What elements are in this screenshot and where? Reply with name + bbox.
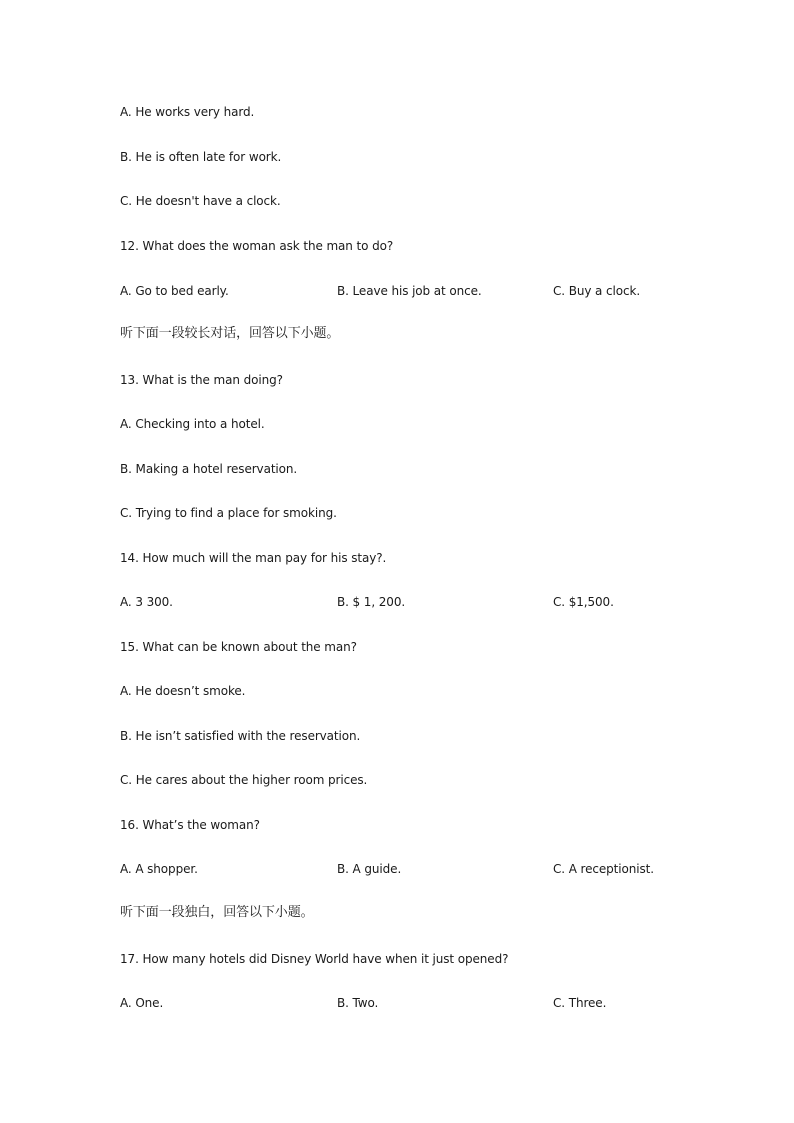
q15-option-c: C. He cares about the higher room prices. [120, 773, 368, 787]
q15-option-a: A. He doesn’t smoke. [120, 684, 246, 698]
q17-question: 17. How many hotels did Disney World have when it just opened? [120, 952, 509, 966]
q13-option-c: C. Trying to find a place for smoking. [120, 506, 337, 520]
q16-option-b: B. A guide. [337, 862, 402, 876]
q16-options [120, 862, 720, 876]
q11-option-c: C. He doesn't have a clock. [120, 194, 281, 208]
q14-options [120, 595, 720, 609]
q16-option-c: C. A receptionist. [553, 862, 654, 876]
section-heading-long-dialog: 听下面一段较长对话，回答以下小题。 [120, 326, 340, 341]
q11-option-b: B. He is often late for work. [120, 150, 282, 164]
q16-question: 16. What’s the woman? [120, 818, 260, 832]
q17-options [120, 996, 720, 1010]
q12-options [120, 284, 720, 298]
q17-option-b: B. Two. [337, 996, 379, 1010]
q12-question: 12. What does the woman ask the man to do? [120, 239, 394, 253]
q15-option-b: B. He isn’t satisfied with the reservation. [120, 729, 361, 743]
q16-option-a: A. A shopper. [120, 862, 198, 876]
q11-option-a: A. He works very hard. [120, 105, 255, 119]
q12-option-b: B. Leave his job at once. [337, 284, 482, 298]
q12-option-c: C. Buy a clock. [553, 284, 641, 298]
q13-question: 13. What is the man doing? [120, 373, 283, 387]
q15-question: 15. What can be known about the man? [120, 640, 357, 654]
q14-option-a: A. 3 300. [120, 595, 173, 609]
q13-option-b: B. Making a hotel reservation. [120, 462, 298, 476]
section-heading-monologue: 听下面一段独白，回答以下小题。 [120, 905, 314, 920]
q12-option-a: A. Go to bed early. [120, 284, 229, 298]
q14-option-b: B. $ 1, 200. [337, 595, 406, 609]
q14-option-c: C. $1,500. [553, 595, 614, 609]
q13-option-a: A. Checking into a hotel. [120, 417, 265, 431]
q17-option-c: C. Three. [553, 996, 607, 1010]
q14-question: 14. How much will the man pay for his stay?. [120, 551, 387, 565]
q17-option-a: A. One. [120, 996, 164, 1010]
